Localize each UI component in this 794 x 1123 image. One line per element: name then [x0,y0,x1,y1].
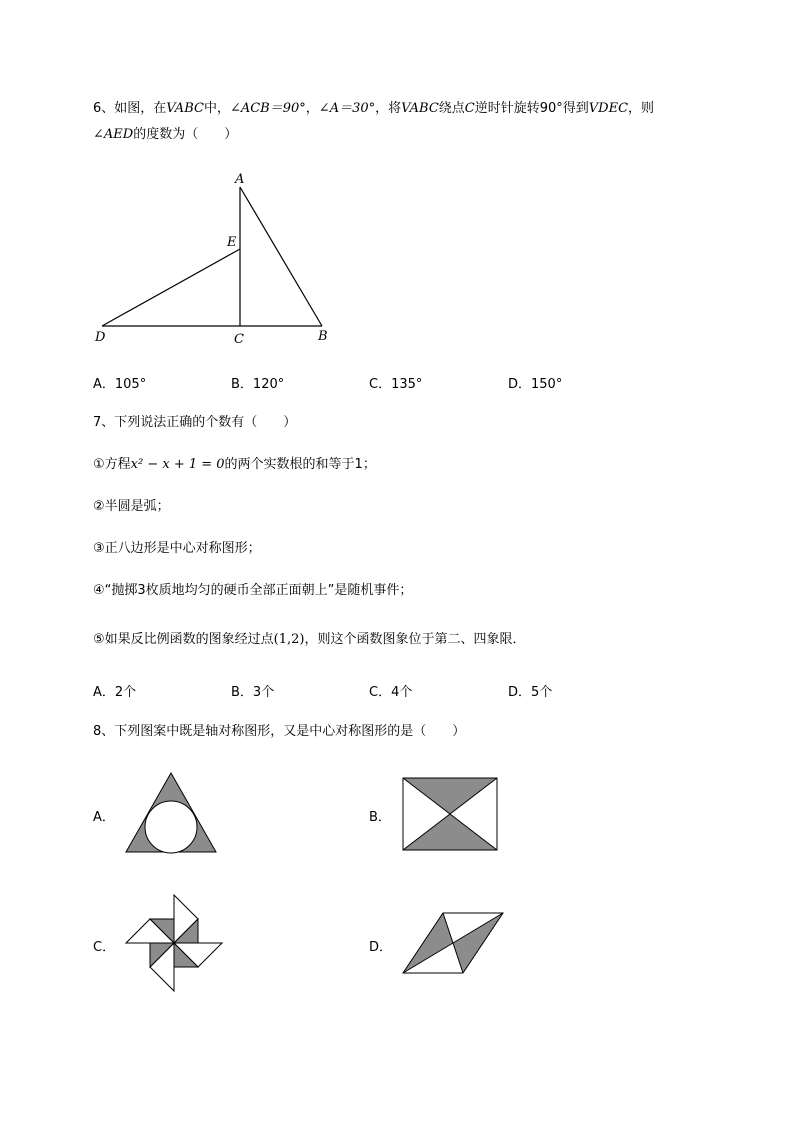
q6-triangle-figure [85,165,345,355]
q6-text: ，则 [628,101,655,116]
figure-b-bottom-triangle [403,814,497,850]
q6-math: VABC [401,101,439,116]
figure-c-pinwheel [124,893,224,993]
figure-d-parallelogram [400,910,506,976]
q6-text: ， [305,101,319,116]
segment-ab [240,187,322,326]
q8-label-a: A． [93,810,115,825]
q7-option-d: D．5个 [508,685,553,700]
q6-option-a: A．105° [93,377,147,392]
q7-text: 的两个实数根的和等于1； [224,457,376,472]
q7-text: ①方程 [93,457,131,472]
segment-de [102,249,240,326]
q6-text-line1 [93,100,654,118]
q6-math: VDEC [588,101,629,116]
q6-math: ∠A＝30° [318,101,376,116]
q7-title: 7、下列说法正确的个数有（ ） [93,415,297,430]
q8-label-c: C． [93,940,116,955]
figure-a-triangle-circle [124,772,218,854]
q7-statement-4: ④“抛掷3枚质地均匀的硬币全部正面朝上”是随机事件； [93,583,413,598]
figure-a-circle [145,801,197,853]
label-b: B [318,329,328,344]
q6-math: ∠AED [93,127,134,142]
q6-math: ∠ACB＝90° [229,101,306,116]
q7-text: ，则这个函数图象位于第二、四象限． [304,632,526,647]
q7-equation: x² − x + 1 = 0 [130,457,225,472]
q6-text: 绕点 [438,101,465,116]
q6-option-b: B．120° [231,377,285,392]
q7-statement-3: ③正八边形是中心对称图形； [93,541,261,556]
label-e: E [227,235,237,250]
q6-math: VABC [166,101,204,116]
label-a: A [235,172,245,187]
q7-option-a: A．2个 [93,685,137,700]
q8-title: 8、下列图案中既是轴对称图形，又是中心对称图形的是（ ） [93,724,466,739]
q6-math: C [464,101,475,116]
q6-number: 6、 [93,101,115,116]
q7-statement-2: ②半圆是弧； [93,499,170,514]
q6-text-line2 [93,126,237,144]
q7-text: ⑤如果反比例函数的图象经过点 [93,632,274,647]
q6-option-c: C．135° [369,377,423,392]
q7-statement-5 [93,631,526,649]
q6-text: ，将 [375,101,402,116]
q7-option-c: C．4个 [369,685,413,700]
q6-text: 中， [203,101,230,116]
q7-statement-1 [93,456,376,474]
q6-text: 逆时针旋转90°得到 [474,101,589,116]
q6-text: 如图，在 [114,101,167,116]
q6-text: 的度数为（ ） [133,127,238,142]
figure-b-top-triangle [403,778,497,814]
label-c: C [234,332,244,347]
q8-label-d: D． [369,940,393,955]
q7-point: (1,2) [273,632,305,647]
q6-option-d: D．150° [508,377,563,392]
figure-b-rectangle [401,776,499,852]
q7-option-b: B．3个 [231,685,275,700]
q8-label-b: B． [369,810,391,825]
label-d: D [95,330,106,345]
